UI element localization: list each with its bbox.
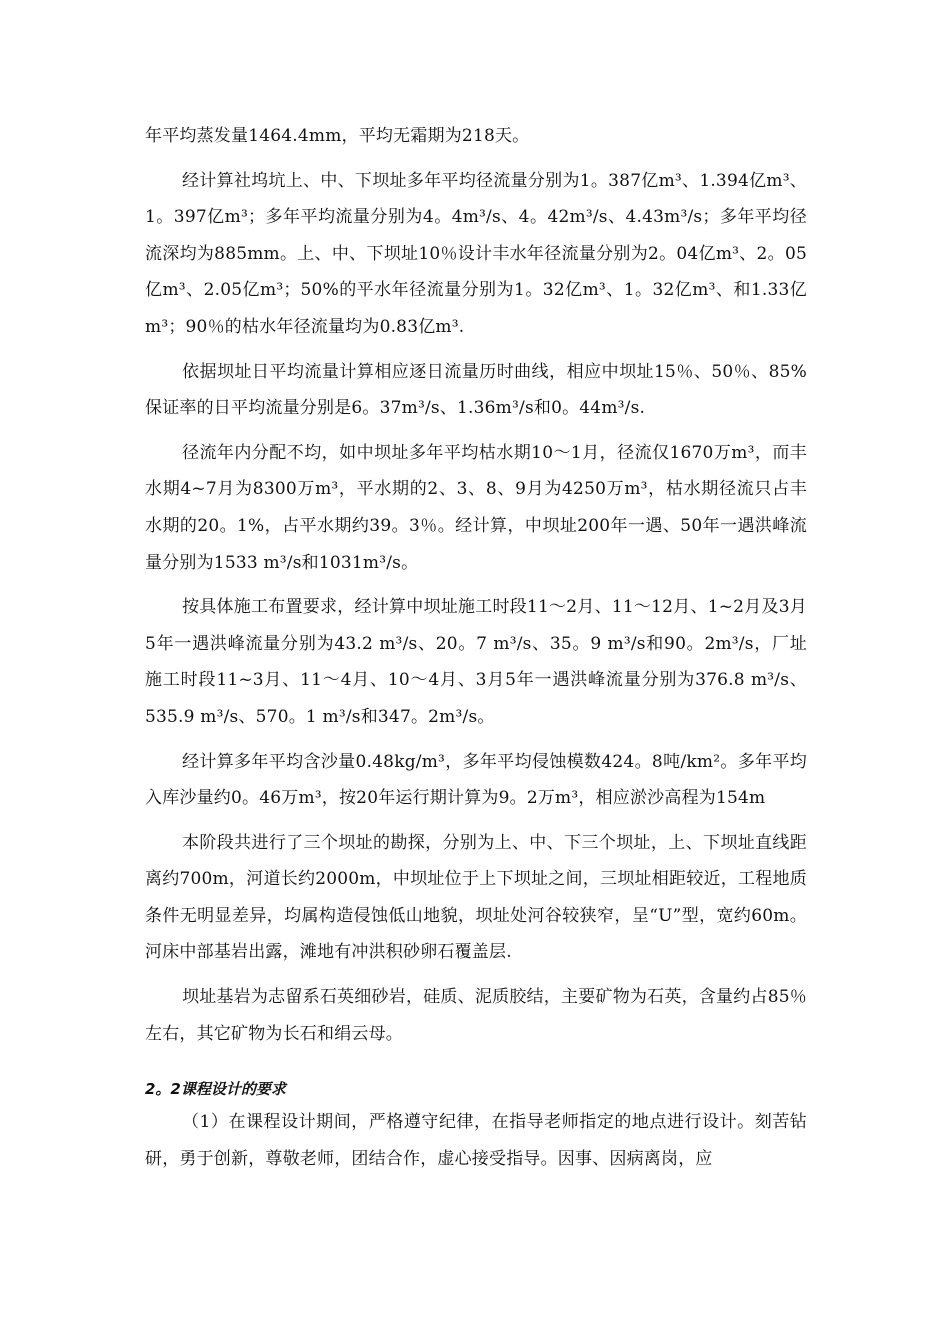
paragraph-dam-site-survey: 本阶段共进行了三个坝址的勘探，分别为上、中、下三个坝址，上、下坝址直线距离约700m，河道长约2000m，中坝址位于上下坝址之间，三坝址相距较近，工程地质条件无明显差异，均属构造侵蚀低山地貌，坝址处河谷较狭窄，呈“U”型，宽约60m。河床中部基岩出露，滩地有冲洪积砂卵石覆盖层. (145, 832, 807, 963)
paragraph-runoff-distribution: 径流年内分配不均，如中坝址多年平均枯水期10～1月，径流仅1670万m³，而丰水期4~7月为8300万m³，平水期的2、3、8、9月为4250万m³，枯水期径流只占丰水期的20。1%，占平水期约39。3％。经计算，中坝址200年一遇、50年一遇洪峰流量分别为1533 m³/s和1031m³/s。 (145, 442, 807, 573)
document-body (145, 118, 807, 1177)
paragraph-sediment: 经计算多年平均含沙量0.48kg/m³，多年平均侵蚀模数424。8吨/km²。多年平均入库沙量约0。46万m³，按20年运行期计算为9。2万m³，相应淤沙高程为154m (145, 751, 807, 809)
paragraph-daily-flow-curve: 依据坝址日平均流量计算相应逐日流量历时曲线，相应中坝址15％、50％、85%保证率的日平均流量分别是6。37m³/s、1.36m³/s和0。44m³/s. (145, 361, 807, 419)
paragraph-evaporation: 年平均蒸发量1464.4mm，平均无霜期为218天。 (145, 126, 530, 146)
paragraph-bedrock: 坝址基岩为志留系石英细砂岩，硅质、泥质胶结，主要矿物为石英，含量约占85％左右，其它矿物为长石和绢云母。 (145, 987, 807, 1044)
paragraph-construction-flood: 按具体施工布置要求，经计算中坝址施工时段11～2月、11～12月、1~2月及3月5年一遇洪峰流量分别为43.2 m³/s、20。7 m³/s、35。9 m³/s和90。2m³/s，厂址施工时段11~3月、11～4月、10～4月、3月5年一遇洪峰流量分别为376.8 m³/s、535.9 m³/s、570。1 m³/s和347。2m³/s。 (145, 597, 807, 727)
paragraph-requirement-1: （1）在课程设计期间，严格遵守纪律，在指导老师指定的地点进行设计。刻苦钻研，勇于创新，尊敬老师，团结合作，虚心接受指导。因事、因病离岗，应 (145, 1112, 807, 1169)
paragraph-annual-runoff: 经计算社坞坑上、中、下坝址多年平均径流量分别为1。387亿m³、1.394亿m³、1。397亿m³；多年平均流量分别为4。4m³/s、4。42m³/s、4.43m³/s；多年平均径流深均为885mm。上、中、下坝址10％设计丰水年径流量分别为2。04亿m³、2。05亿m³、2.05亿m³；50%的平水年径流量分别为1。32亿m³、1。32亿m³、和1.33亿m³；90％的枯水年径流量均为0.83亿m³. (145, 170, 807, 337)
section-heading: 2。2课程设计的要求 (145, 1080, 286, 1099)
